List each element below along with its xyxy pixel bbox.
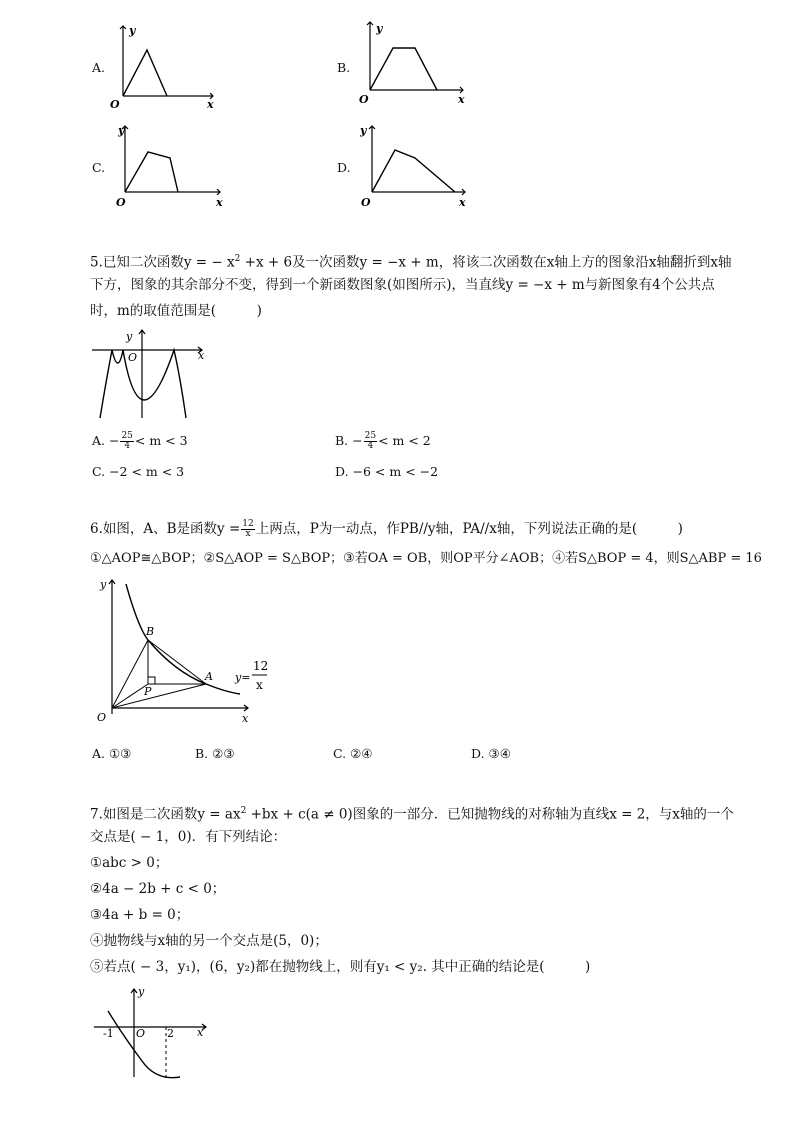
q7-line-2: 交点是( − 1，0)．有下列结论： [90,829,287,845]
q4b-origin-label: O [359,93,369,106]
q6-x-label: x [242,712,249,725]
q4d-y-label: y [360,124,367,137]
q7-conclusion-1: ①abc > 0； [90,855,169,871]
q4d-x-label: x [459,196,466,209]
q4-option-d-label[interactable]: D. [337,160,351,175]
q4c-origin-label: O [116,196,126,209]
q4d-origin-label: O [361,196,371,209]
q5-option-a[interactable]: A. − $\frac{25}{4}$ < m < 3 [92,431,188,451]
q6-y-label: y [100,578,107,591]
q5-line-3: 时，m的取值范围是( ) [90,303,262,319]
q7-conclusion-4: ④抛物线与x轴的另一个交点是(5，0)； [90,933,328,949]
q6-option-c[interactable]: C. ②④ [333,746,373,761]
q4b-x-label: x [458,93,465,106]
q6-func-lhs: y= [235,671,251,684]
q4-graph-a [105,20,225,110]
q6-p-label: P [144,685,152,698]
q7-origin-label: O [136,1027,146,1040]
q6-origin-label: O [97,711,107,724]
q6-b-label: B [146,625,155,638]
q5-x-label: x [198,349,205,362]
q5-figure [90,328,215,423]
q5-option-b[interactable]: B. − $\frac{25}{4}$ < m < 2 [335,431,431,451]
q5-option-d[interactable]: D. −6 < m < −2 [335,464,439,479]
q7-y-label: y [138,985,145,998]
q5-option-c[interactable]: C. −2 < m < 3 [92,464,185,479]
q7-figure [90,985,215,1085]
q5-origin-label: O [128,351,138,364]
q5-line-1: 5.已知二次函数y = − $x^2 +x + 6$及一次函数y = −x + m，将该二次函数在x轴上方的图象沿x轴翻折到x轴 [90,254,732,271]
q6-line-2: ①△AOP≅△BOP；②S△AOP = S△BOP；③若OA = OB，则OP平分∠AOB；④若S△BOP = 4，则S△ABP = 16 [90,551,762,566]
q7-x-label: x [197,1026,204,1039]
q7-conclusion-3: ③4a + b = 0； [90,907,190,923]
q4-graph-c [110,120,230,210]
q7-tick-2-label: 2 [167,1027,174,1040]
q7-conclusion-5: ⑤若点( − 3，y₁)，(6，y₂)都在抛物线上，则有y₁ < y₂. 其中正确的结论是( ) [90,959,591,975]
q4c-y-label: y [118,124,125,137]
q7-conclusion-2: ②4a − 2b + c < 0； [90,881,226,897]
q6-option-b[interactable]: B. ②③ [195,746,235,761]
q4-option-a-label[interactable]: A. [92,60,106,75]
q4-option-c-label[interactable]: C. [92,160,106,175]
q6-figure [90,572,275,732]
q6-option-d[interactable]: D. ③④ [471,746,511,761]
q4-option-b-label[interactable]: B. [337,60,351,75]
q4-graph-b [355,20,475,110]
q6-line-1: 6.如图，A、B是函数y = $\frac{12}{x}$ 上两点，P为一动点，作PB//y轴，PA//x轴，下列说法正确的是( ) [90,519,683,539]
q6-a-label: A [205,670,213,683]
q6-func-den: x [256,678,263,692]
q7-line-1: 7.如图是二次函数$y = ax^2 +bx + c(a \ne 0)$图象的一部分．已知抛物线的对称轴为直线x = 2，与x轴的一个 [90,806,734,823]
q4a-origin-label: O [110,98,120,111]
q4-graph-d [355,120,475,210]
q4a-x-label: x [207,98,214,111]
q7-neg1-label: -1 [103,1027,114,1040]
q4a-y-label: y [129,24,136,37]
q6-option-a[interactable]: A. ①③ [92,746,132,761]
q4c-x-label: x [216,196,223,209]
q5-line-2: 下方，图象的其余部分不变，得到一个新函数图象(如图所示)，当直线y = −x + m与新图象有4个公共点 [90,277,715,293]
q6-func-num: 12 [253,659,269,673]
q5-y-label: y [126,330,133,343]
q4b-y-label: y [376,22,383,35]
